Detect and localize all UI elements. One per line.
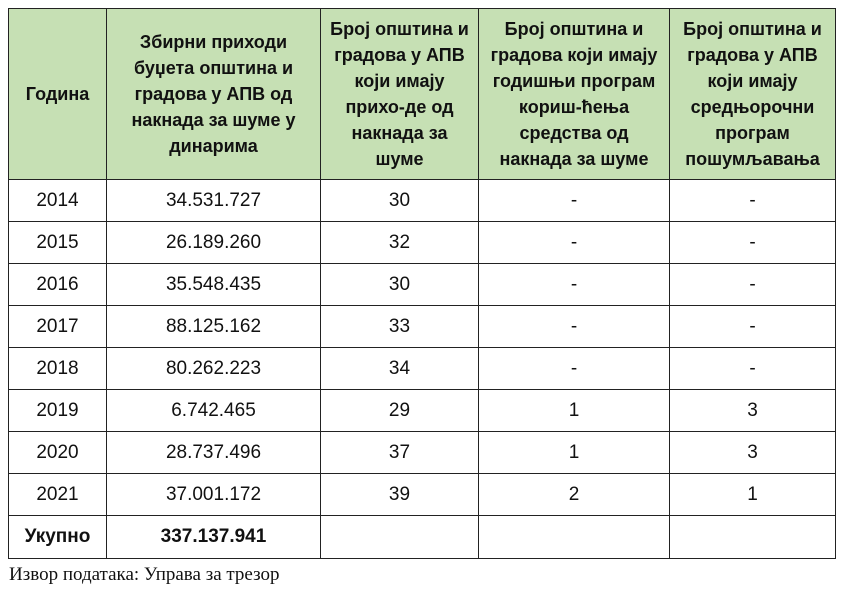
year-cell: 2015	[9, 222, 107, 264]
header-municipalities-with-afforestation-program: Број општина и градова у АПВ који имају средњорочни програм пошумљавања	[670, 9, 836, 180]
total-row	[9, 516, 836, 559]
table-row	[9, 306, 836, 348]
year-cell: 2017	[9, 306, 107, 348]
total-value-cell: 337.137.941	[107, 516, 321, 559]
table-header	[9, 9, 836, 180]
afforestation-program-cell: -	[670, 180, 836, 222]
afforestation-program-cell: -	[670, 222, 836, 264]
empty-cell	[670, 516, 836, 559]
table-row	[9, 348, 836, 390]
revenue-count-cell: 34	[321, 348, 479, 390]
year-cell: 2014	[9, 180, 107, 222]
table-row	[9, 180, 836, 222]
revenue-count-cell: 37	[321, 432, 479, 474]
year-cell: 2021	[9, 474, 107, 516]
total-label-cell: Укупно	[9, 516, 107, 559]
year-cell: 2016	[9, 264, 107, 306]
revenue-count-cell: 30	[321, 264, 479, 306]
revenue-cell: 37.001.172	[107, 474, 321, 516]
header-row	[9, 9, 836, 180]
revenue-cell: 88.125.162	[107, 306, 321, 348]
afforestation-program-cell: 3	[670, 390, 836, 432]
empty-cell	[321, 516, 479, 559]
annual-program-cell: -	[479, 306, 670, 348]
annual-program-cell: 1	[479, 390, 670, 432]
table-body	[9, 180, 836, 559]
revenue-count-cell: 33	[321, 306, 479, 348]
afforestation-program-cell: 3	[670, 432, 836, 474]
annual-program-cell: -	[479, 180, 670, 222]
table-row	[9, 390, 836, 432]
revenue-cell: 26.189.260	[107, 222, 321, 264]
revenue-table	[8, 8, 836, 559]
revenue-cell: 6.742.465	[107, 390, 321, 432]
year-cell: 2020	[9, 432, 107, 474]
revenue-cell: 28.737.496	[107, 432, 321, 474]
table-row	[9, 474, 836, 516]
annual-program-cell: 2	[479, 474, 670, 516]
empty-cell	[479, 516, 670, 559]
revenue-cell: 35.548.435	[107, 264, 321, 306]
annual-program-cell: -	[479, 348, 670, 390]
source-note: Извор података: Управа за трезор	[9, 564, 280, 585]
table-row	[9, 222, 836, 264]
afforestation-program-cell: -	[670, 306, 836, 348]
year-cell: 2018	[9, 348, 107, 390]
header-municipalities-with-annual-program: Број општина и градова који имају годишњи програм кориш-ћења средства од накнада за шуме	[479, 9, 670, 180]
revenue-count-cell: 32	[321, 222, 479, 264]
header-municipalities-with-revenue: Број општина и градова у АПВ који имају прихо-де од накнада за шуме	[321, 9, 479, 180]
afforestation-program-cell: 1	[670, 474, 836, 516]
header-revenue: Збирни приходи буџета општина и градова у АПВ од накнада за шуме у динарима	[107, 9, 321, 180]
afforestation-program-cell: -	[670, 348, 836, 390]
year-cell: 2019	[9, 390, 107, 432]
annual-program-cell: 1	[479, 432, 670, 474]
revenue-cell: 80.262.223	[107, 348, 321, 390]
revenue-cell: 34.531.727	[107, 180, 321, 222]
table-row	[9, 264, 836, 306]
revenue-count-cell: 39	[321, 474, 479, 516]
afforestation-program-cell: -	[670, 264, 836, 306]
annual-program-cell: -	[479, 222, 670, 264]
table-row	[9, 432, 836, 474]
header-year: Година	[9, 9, 107, 180]
annual-program-cell: -	[479, 264, 670, 306]
revenue-count-cell: 30	[321, 180, 479, 222]
revenue-count-cell: 29	[321, 390, 479, 432]
